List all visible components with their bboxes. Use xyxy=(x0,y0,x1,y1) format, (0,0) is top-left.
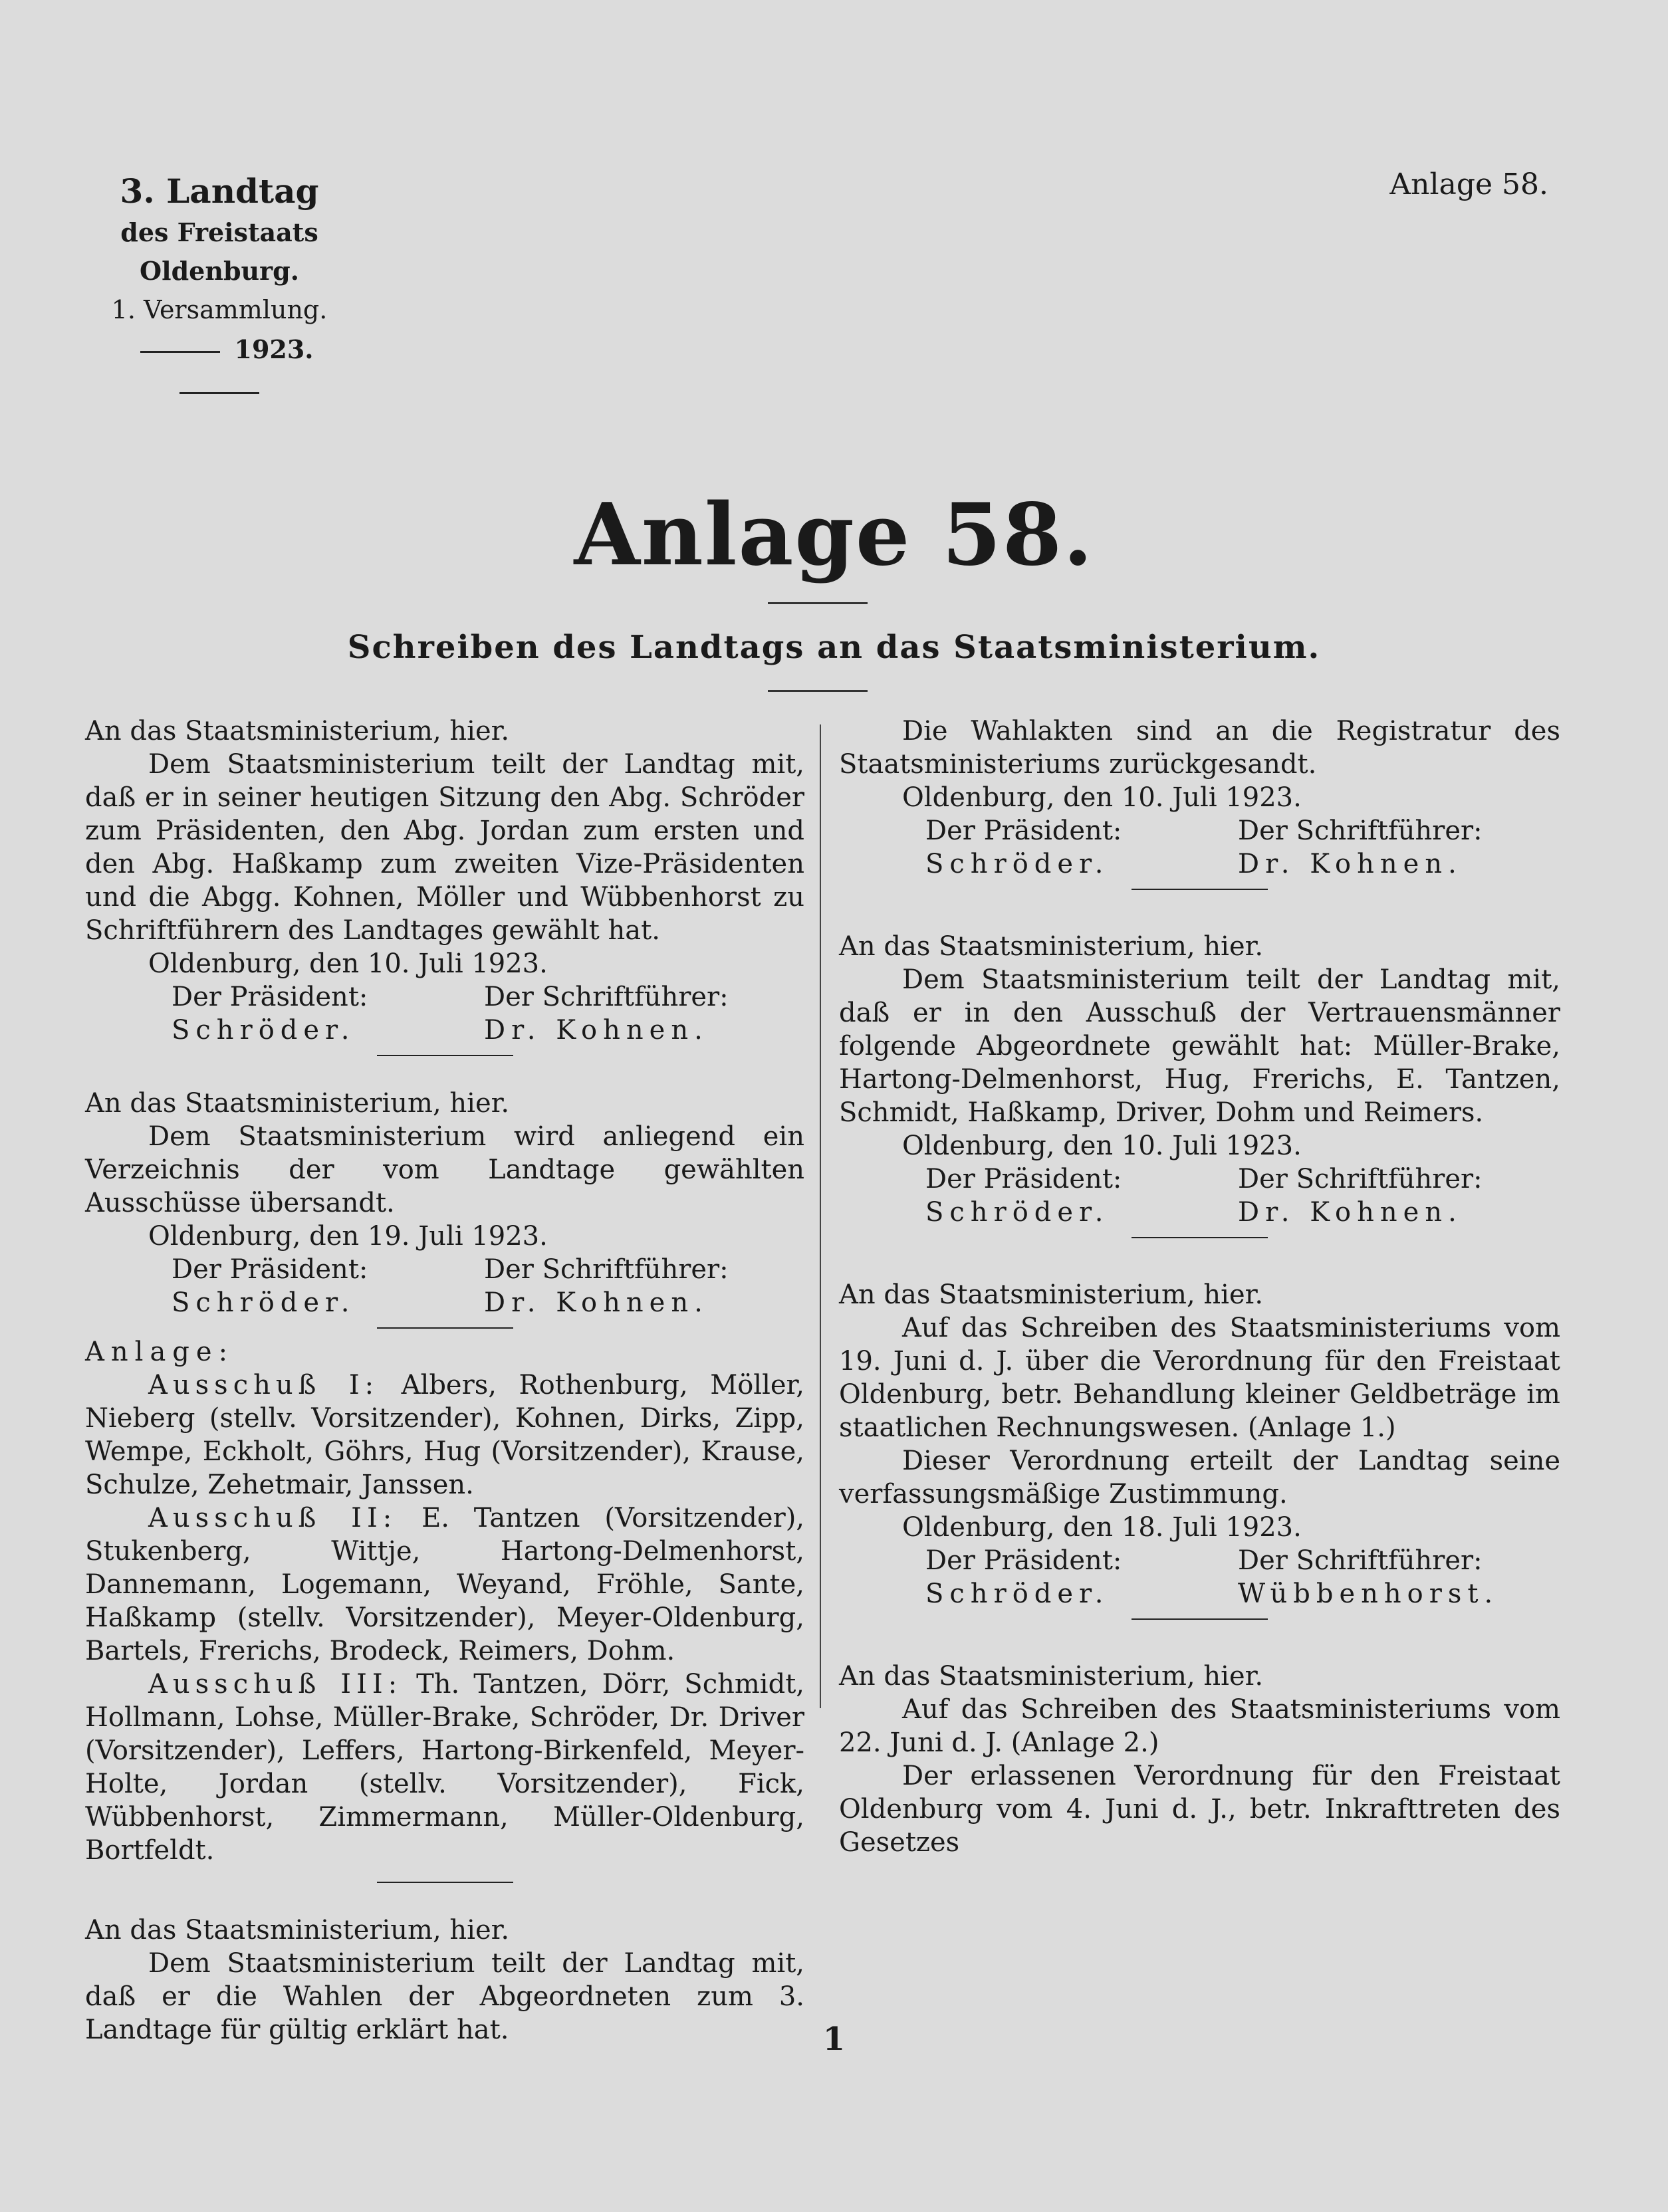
header-rule-left xyxy=(140,351,220,353)
column-divider xyxy=(820,724,821,1708)
header-rule-right xyxy=(179,392,259,394)
r-letter3-body2: Dieser Verordnung erteilt der Landtag seine verfassungsmäßige Zustimmung. xyxy=(839,1446,1560,1509)
header-left xyxy=(73,169,366,411)
president-name: Schröder. xyxy=(172,1287,356,1318)
r-letter3-address: An das Staatsministerium, hier. xyxy=(839,1279,1264,1310)
president-label: Der Präsident: xyxy=(925,1164,1122,1194)
r-letter1-signature-roles xyxy=(839,814,1560,847)
header-landtag: 3. Landtag xyxy=(120,171,319,211)
letter3-address: An das Staatsministerium, hier. xyxy=(85,1915,510,1945)
r-letter1-date: Oldenburg, den 10. Juli 1923. xyxy=(902,782,1302,813)
right-column xyxy=(839,715,1560,1859)
separator xyxy=(377,1882,513,1883)
page-subtitle: Schreiben des Landtags an das Staatsministerium. xyxy=(347,629,1321,666)
letter1-address: An das Staatsministerium, hier. xyxy=(85,716,510,746)
header-year: 1923. xyxy=(234,334,314,364)
r-letter3-body: Auf das Schreiben des Staatsministeriums vom 19. Juni d. J. über die Verordnung für den Freistaat Oldenburg, betr. Behandlung kleiner Geldbeträge im staatlichen Rechnungswesen. (Anlage 1.) xyxy=(839,1313,1560,1443)
r-letter3-date: Oldenburg, den 18. Juli 1923. xyxy=(902,1512,1302,1543)
letter2-body: Dem Staatsministerium wird anliegend ein Verzeichnis der vom Landtage gewählten Ausschüsse übersandt. xyxy=(85,1121,804,1218)
secretary-name: Dr. Kohnen. xyxy=(1238,1197,1463,1228)
secretary-label: Der Schriftführer: xyxy=(1238,1164,1483,1194)
r-letter2-signature-roles xyxy=(839,1162,1560,1196)
president-name: Schröder. xyxy=(172,1015,356,1046)
r-letter3-signature-roles xyxy=(839,1544,1560,1577)
header-right: Anlage 58. xyxy=(1389,167,1548,201)
ausschuss-1 xyxy=(85,1369,804,1501)
secretary-name: Dr. Kohnen. xyxy=(1238,849,1463,879)
letter2-date: Oldenburg, den 19. Juli 1923. xyxy=(148,1221,548,1252)
ausschuss-3 xyxy=(85,1668,804,1867)
ausschuss-3-label: Ausschuß III: xyxy=(148,1669,403,1700)
separator xyxy=(377,1327,513,1329)
r-letter1-body: Die Wahlakten sind an die Registratur des Staatsministeriums zurückgesandt. xyxy=(839,716,1560,780)
r-letter1-signature-names xyxy=(839,847,1560,881)
header-year-line xyxy=(73,329,366,411)
r-letter2-body: Dem Staatsministerium teilt der Landtag mit, daß er in den Ausschuß der Vertrauensmänner folgende Abgeordnete gewählt hat: Müller-Brake, Hartong-Delmenhorst, Hug, Frerichs, E. Tantzen, Schmidt, Haßkamp, Driver, Dohm und Reimers. xyxy=(839,964,1560,1128)
secretary-name: Dr. Kohnen. xyxy=(484,1015,709,1046)
left-column xyxy=(85,715,804,2046)
page-title: Anlage 58. xyxy=(574,485,1094,585)
secretary-name: Wübbenhorst. xyxy=(1238,1579,1499,1609)
secretary-label: Der Schriftführer: xyxy=(484,1254,729,1285)
title-rule xyxy=(768,602,868,604)
header-freistaat: des Freistaats Oldenburg. xyxy=(120,217,318,286)
letter2-signature-names xyxy=(85,1286,804,1319)
separator xyxy=(1132,1618,1268,1620)
separator xyxy=(1132,889,1268,890)
letter2-address: An das Staatsministerium, hier. xyxy=(85,1088,510,1119)
ausschuss-3-members: Th. Tantzen, Dörr, Schmidt, Hollmann, Lohse, Müller-Brake, Schröder, Dr. Driver (Vorsitzender), Leffers, Hartong-Birkenfeld, Meyer-Holte, Jordan (stellv. Vorsitzender), Fick, Wübbenhorst, Zimmermann, Müller-Oldenburg, Bortfeldt. xyxy=(85,1669,804,1866)
secretary-label: Der Schriftführer: xyxy=(484,982,729,1012)
header-versammlung: 1. Versammlung. xyxy=(111,295,328,324)
letter1-date: Oldenburg, den 10. Juli 1923. xyxy=(148,948,548,979)
president-label: Der Präsident: xyxy=(172,1254,368,1285)
ausschuss-2 xyxy=(85,1501,804,1668)
ausschuss-1-label: Ausschuß I: xyxy=(148,1370,380,1400)
secretary-label: Der Schriftführer: xyxy=(1238,816,1483,846)
president-name: Schröder. xyxy=(925,1579,1110,1609)
subtitle-rule xyxy=(768,690,868,692)
letter2-signature-roles xyxy=(85,1253,804,1286)
r-letter2-date: Oldenburg, den 10. Juli 1923. xyxy=(902,1131,1302,1161)
president-name: Schröder. xyxy=(925,1197,1110,1228)
r-letter2-signature-names xyxy=(839,1196,1560,1229)
r-letter4-body: Auf das Schreiben des Staatsministeriums vom 22. Juni d. J. (Anlage 2.) xyxy=(839,1694,1560,1758)
letter1-signature-names xyxy=(85,1014,804,1047)
separator xyxy=(1132,1237,1268,1238)
president-label: Der Präsident: xyxy=(925,1545,1122,1576)
secretary-label: Der Schriftführer: xyxy=(1238,1545,1483,1576)
secretary-name: Dr. Kohnen. xyxy=(484,1287,709,1318)
president-label: Der Präsident: xyxy=(925,816,1122,846)
anlage-heading: Anlage: xyxy=(85,1337,235,1367)
ausschuss-2-members: E. Tantzen (Vorsitzender), Stukenberg, Wittje, Hartong-Delmenhorst, Dannemann, Logemann, Weyand, Fröhle, Sante, Haßkamp (stellv. Vorsitzender), Meyer-Oldenburg, Bartels, Frerichs, Brodeck, Reimers, Dohm. xyxy=(85,1503,805,1666)
r-letter3-signature-names xyxy=(839,1577,1560,1610)
letter1-signature-roles xyxy=(85,980,804,1014)
r-letter4-body2: Der erlassenen Verordnung für den Freistaat Oldenburg vom 4. Juni d. J., betr. Inkrafttreten des Gesetzes xyxy=(839,1761,1560,1858)
president-label: Der Präsident: xyxy=(172,982,368,1012)
president-name: Schröder. xyxy=(925,849,1110,879)
ausschuss-1-members: Albers, Rothenburg, Möller, Nieberg (stellv. Vorsitzender), Kohnen, Dirks, Zipp, Wempe, Eckholt, Göhrs, Hug (Vorsitzender), Krause, Schulze, Zehetmair, Janssen. xyxy=(85,1370,804,1500)
ausschuss-2-label: Ausschuß II: xyxy=(148,1503,398,1533)
letter1-body: Dem Staatsministerium teilt der Landtag mit, daß er in seiner heutigen Sitzung den Abg. Schröder zum Präsidenten, den Abg. Jordan zum ersten und den Abg. Haßkamp zum zweiten Vize-Präsidenten und die Abgg. Kohnen, Möller und Wübbenhorst zu Schriftführern des Landtages gewählt hat. xyxy=(85,749,804,946)
page-number: 1 xyxy=(822,2021,846,2058)
r-letter4-address: An das Staatsministerium, hier. xyxy=(839,1661,1264,1692)
separator xyxy=(377,1055,513,1056)
letter3-body: Dem Staatsministerium teilt der Landtag mit, daß er die Wahlen der Abgeordneten zum 3. Landtage für gültig erklärt hat. xyxy=(85,1948,804,2045)
r-letter2-address: An das Staatsministerium, hier. xyxy=(839,931,1264,962)
